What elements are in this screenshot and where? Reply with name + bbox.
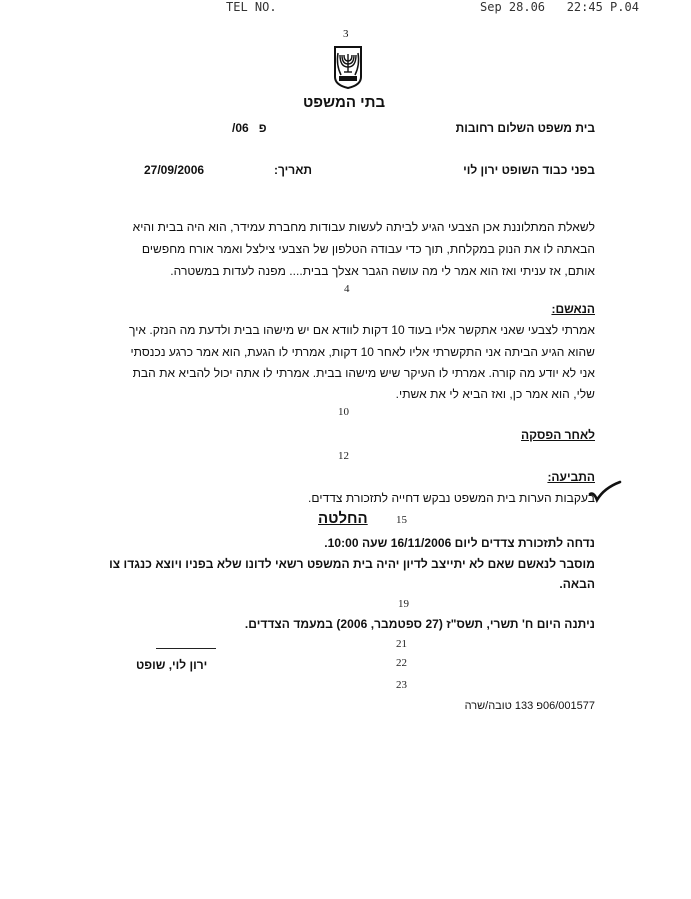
line-number: 22 bbox=[396, 657, 407, 669]
signature-line bbox=[156, 648, 216, 649]
judge-line: בפני כבוד השופט ירון לוי bbox=[463, 163, 595, 177]
prosecution-heading: התביעה: bbox=[547, 470, 595, 484]
decision-title: החלטה bbox=[318, 510, 368, 527]
prosecution-text: בעקבות הערות בית המשפט נבקש דחייה לתזכורת צדדים. bbox=[308, 491, 595, 505]
date-label: תאריך: bbox=[274, 163, 313, 177]
line-number: 23 bbox=[396, 679, 407, 691]
court-name: בית משפט השלום רחובות bbox=[455, 121, 595, 135]
paragraph2-line: אמרתי לצבעי שאני אתקשר אליו בעוד 10 דקות לוודא אם יש מישהו בבית ולדעת מה הנזק. איך bbox=[129, 323, 595, 337]
decision-line: הבאה. bbox=[559, 577, 595, 591]
state-emblem-menorah-icon bbox=[333, 45, 363, 89]
fax-tel-label: TEL NO. bbox=[226, 0, 277, 14]
decision-line: נדחה לתזכורת צדדים ליום 16/11/2006 שעה 10:00. bbox=[324, 536, 595, 550]
decision-line: מוסבר לנאשם שאם לא יתייצב לדיון יהיה בית המשפט רשאי לדונו שלא בפניו ויוצא כנגדו צו bbox=[109, 557, 595, 571]
case-number: פ 06/ bbox=[232, 121, 267, 135]
paragraph1-line: לשאלת המתלוננת אכן הצבעי הגיע לביתה לעשות עבודות מחברת עמידר, הוא היה בבית והיא bbox=[132, 220, 595, 234]
paragraph2-line: שהוא הגיע הביתה אני התקשרתי אליו לאחר 10 דקות, אמרתי לו הגעת, הוא אמר כרגע נכנסתי bbox=[130, 345, 595, 359]
line-number: 4 bbox=[344, 283, 350, 295]
line-number: 15 bbox=[396, 514, 407, 526]
line-number: 19 bbox=[398, 598, 409, 610]
paragraph1-line: הבאתה לו את הנוק במקלחת, תוך כדי עבודה הטלפון של הצבעי צילצל ואמר אורח מחפשים bbox=[141, 242, 595, 256]
date-value: 27/09/2006 bbox=[144, 163, 205, 177]
line-number: 21 bbox=[396, 638, 407, 650]
given-today-line: ניתנה היום ח' תשרי, תשס"ז (27 ספטמבר, 2006) במעמד הצדדים. bbox=[244, 617, 595, 631]
after-break-heading: לאחר הפסקה bbox=[521, 428, 595, 442]
accused-heading: הנאשם: bbox=[551, 302, 595, 316]
line-number: 12 bbox=[338, 450, 349, 462]
court-title: בתי המשפט bbox=[302, 94, 386, 111]
paragraph2-line: אני לא יודע מה קורה. אמרתי לו העיקר שיש מישהו בבית. אמרתי לו אתה יכול להביא את הבת bbox=[132, 366, 595, 380]
paragraph1-line: אותם, אז עניתי ואז הוא אמר לי מה עושה הגבר אצלך בבית.... מפנה לעדות במשטרה. bbox=[170, 264, 595, 278]
line-number: 10 bbox=[338, 406, 349, 418]
page-number: 3 bbox=[343, 28, 349, 40]
signature-name: ירון לוי, שופט bbox=[136, 658, 208, 672]
fax-date-time-page: Sep 28.06 22:45 P.04 bbox=[480, 0, 639, 14]
paragraph2-line: שלי, הוא אמר כן, ואז הביא לי את אשתי. bbox=[395, 387, 595, 401]
footer-reference: 06/001577פ 133 טובה/שרה bbox=[464, 700, 595, 712]
